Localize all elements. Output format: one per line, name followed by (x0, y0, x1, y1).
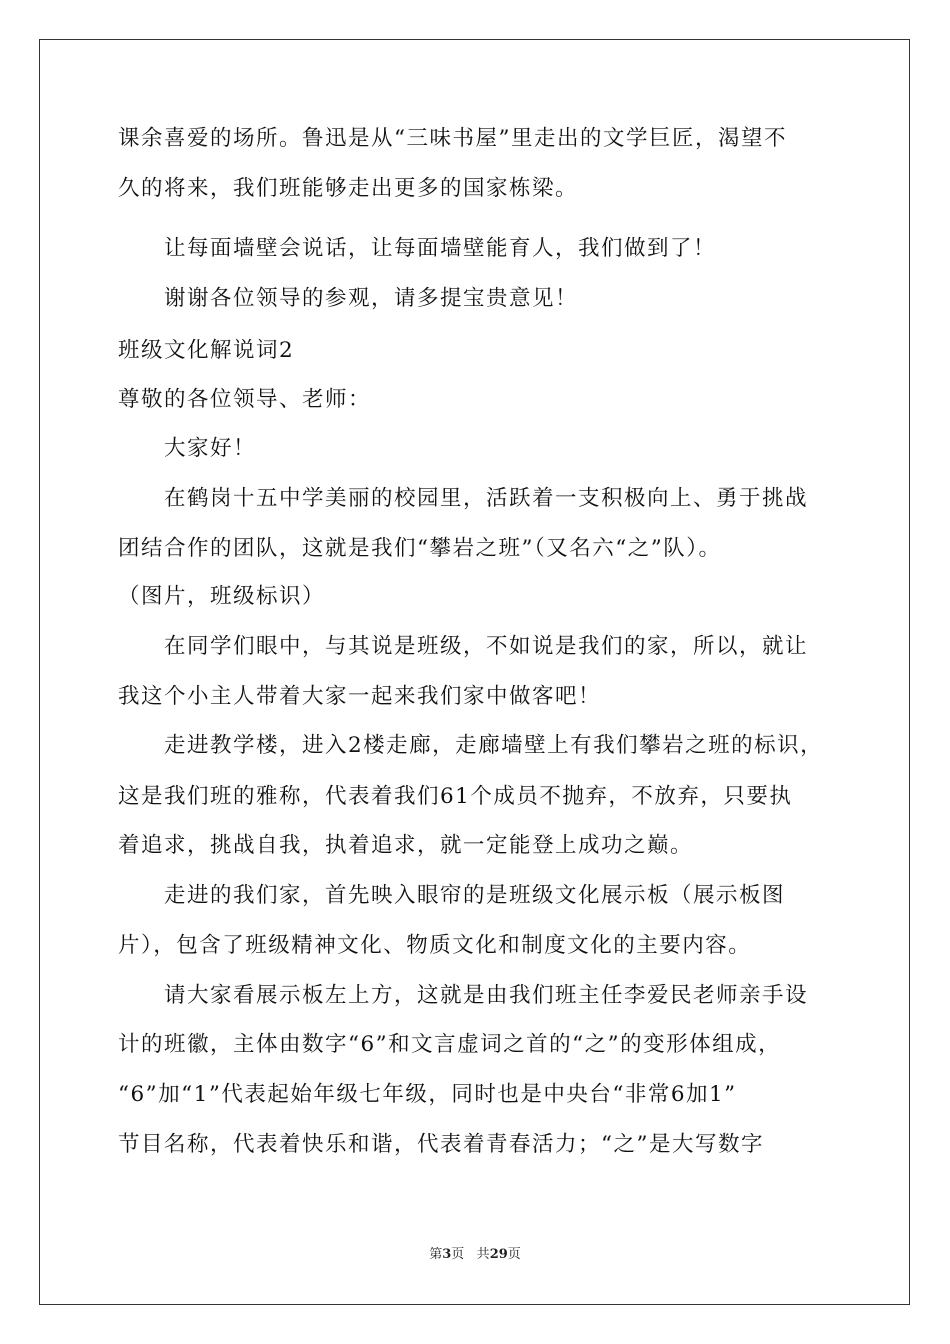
paragraph-line: 节目名称，代表着快乐和谐，代表着青春活力；“之”是大写数字 (118, 1132, 764, 1157)
paragraph-line: 片），包含了班级精神文化、物质文化和制度文化的主要内容。 (118, 933, 752, 958)
page-footer (0, 1246, 950, 1264)
page-current: 3 (442, 1247, 452, 1262)
paragraph-line: 让每面墙壁会说话，让每面墙壁能育人，我们做到了！ (164, 236, 717, 261)
paragraph-line: 请大家看展示板左上方，这就是由我们班主任李爱民老师亲手设 (164, 983, 809, 1008)
paragraph-line: 在鹤岗十五中学美丽的校园里，活跃着一支积极向上、勇于挑战 (164, 486, 809, 511)
paragraph-line: 着追求，挑战自我，执着追求，就一定能登上成功之巅。 (118, 833, 694, 858)
paragraph-line: 团结合作的团队，这就是我们“攀岩之班”（又名六“之”队）。 (118, 536, 722, 561)
total-prefix: 共 (476, 1247, 490, 1262)
page-border (39, 39, 910, 1305)
salutation: 尊敬的各位领导、老师： (118, 387, 372, 412)
page-unit: 页 (451, 1247, 465, 1262)
paragraph-line: 课余喜爱的场所。鲁迅是从“三味书屋”里走出的文学巨匠，渴望不 (118, 126, 787, 151)
greeting: 大家好！ (164, 436, 257, 461)
paragraph-line: 我这个小主人带着大家一起来我们家中做客吧！ (118, 684, 602, 709)
page-total: 29 (489, 1247, 508, 1262)
paragraph-line: 走进的我们家，首先映入眼帘的是班级文化展示板（展示板图 (164, 883, 786, 908)
paragraph-line: 久的将来，我们班能够走出更多的国家栋梁。 (118, 176, 579, 201)
paragraph-line: 计的班徽，主体由数字“6”和文言虚词之首的“之”的变形体组成， (118, 1032, 782, 1057)
paragraph-line: 这是我们班的雅称，代表着我们61个成员不抛弃，不放弃，只要执 (118, 784, 793, 809)
paragraph-line: （图片，班级标识） (118, 584, 326, 609)
paragraph-line: 谢谢各位领导的参观，请多提宝贵意见！ (164, 286, 579, 311)
paragraph-line: 在同学们眼中，与其说是班级，不如说是我们的家，所以，就让 (164, 634, 809, 659)
page-prefix: 第 (429, 1247, 443, 1262)
total-unit: 页 (507, 1247, 521, 1262)
paragraph-line: “6”加“1”代表起始年级七年级，同时也是中央台“非常6加1” (118, 1082, 737, 1107)
section-heading: 班级文化解说词2 (118, 338, 295, 363)
paragraph-line: 走进教学楼，进入2楼走廊，走廊墙壁上有我们攀岩之班的标识， (164, 733, 824, 758)
